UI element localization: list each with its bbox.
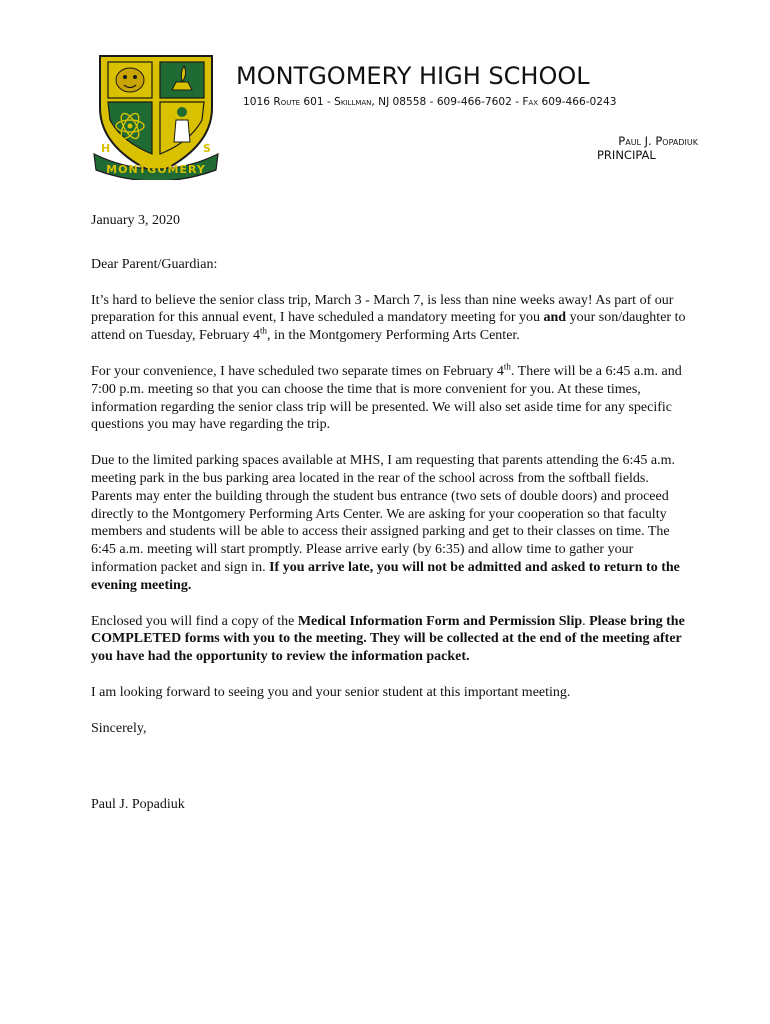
p1-text-a: It’s hard to believe the senior class trip, March 3 - March 7, is less than nine weeks away! As part of our preparation for this annual event, I have scheduled a mandatory meeting for you [91, 292, 674, 326]
principal-name: Paul J. Popadiuk [618, 134, 698, 148]
p1-sup: th [260, 325, 268, 336]
p2-text-b: . There will be a 6:45 a.m. and 7:00 p.m. meeting so that you can choose the time that is more convenient for you. At these times, information regarding the senior class trip will be presented. We will also set aside time for any specific questions you may have regarding the trip. [91, 363, 682, 433]
p3-text-a: Due to the limited parking spaces available at MHS, I am requesting that parents attending the 6:45 a.m. meeting park in the bus parking area located in the rear of the school across from the softball fields. Parents may enter the building through the student bus entrance (two sets of double doors) and proceed directly to the Montgomery Performing Arts Center. We are asking for your cooperation so that faculty members and students will be able to access their assigned parking and get to their classes on time. The 6:45 a.m. meeting will start promptly. Please arrive early (by 6:35) and allow time to gather your information packet and sign in. [91, 453, 675, 575]
principal-title: PRINCIPAL [597, 148, 656, 162]
p1-text-c: your son/daughter to attend on Tuesday, February 4 [91, 310, 686, 344]
p1-bold-and: and [543, 310, 567, 326]
paragraph-1 [91, 292, 689, 345]
crest-banner-text: MONTGOMERY [106, 163, 206, 176]
letter-signature: Paul J. Popadiuk [91, 796, 185, 812]
p4-bold-instructions: Please bring the COMPLETED forms with you to the meeting. They will be collected at the end of the meeting after you have had the opportunity to review the information packet. [91, 613, 685, 665]
p2-text-a: For your convenience, I have scheduled two separate times on February 4 [91, 363, 504, 379]
crest-initial-h: H [101, 142, 111, 155]
p2-sup: th [503, 361, 511, 372]
letter-salutation: Dear Parent/Guardian: [91, 256, 218, 272]
p3-bold-warning: If you arrive late, you will not be admitted and asked to return to the evening meeting. [91, 559, 680, 593]
p4-text-c: . [582, 613, 590, 629]
p4-bold-form: Medical Information Form and Permission Slip [297, 613, 583, 629]
school-name: MONTGOMERY HIGH SCHOOL [236, 62, 590, 90]
paragraph-2 [91, 363, 689, 434]
letter-closing: Sincerely, [91, 720, 147, 736]
paragraph-4 [91, 613, 689, 666]
school-address: 1016 Route 601 - Skillman, NJ 08558 - 609-466-7602 - Fax 609-466-0243 [243, 96, 617, 108]
paragraph-5: I am looking forward to seeing you and your senior student at this important meeting. [91, 684, 571, 700]
p1-text-d: , in the Montgomery Performing Arts Center. [267, 328, 520, 344]
p4-text-a: Enclosed you will find a copy of the [91, 613, 298, 629]
school-crest-logo [92, 50, 220, 180]
letter-date: January 3, 2020 [91, 213, 181, 228]
paragraph-3 [91, 452, 689, 594]
letter-body [91, 212, 689, 813]
crest-initial-s: S [203, 142, 211, 155]
